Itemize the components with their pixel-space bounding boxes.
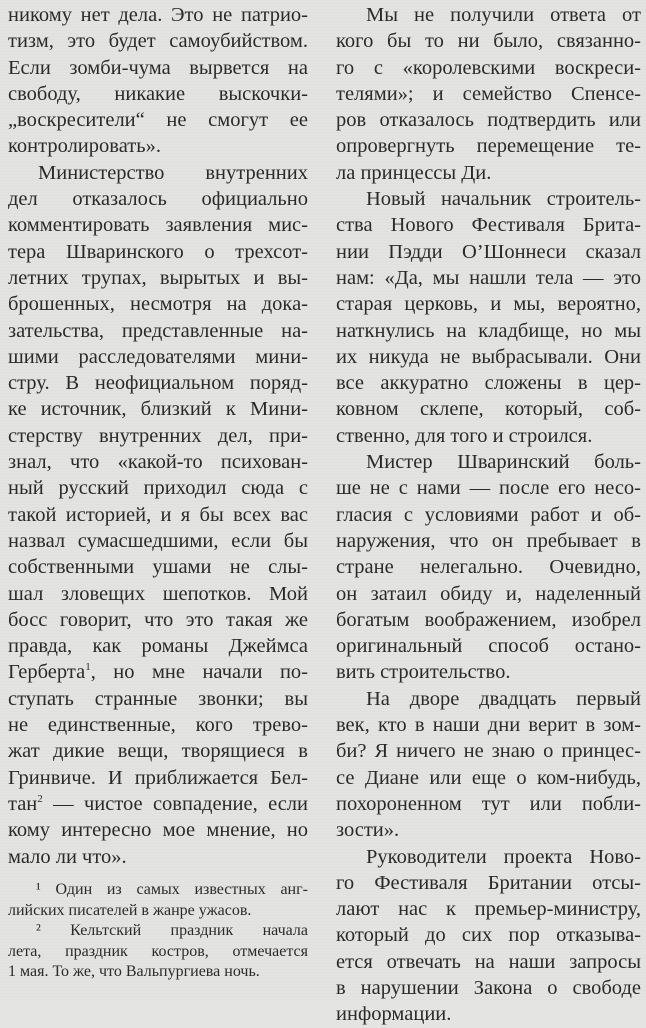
line-text: Мистер Шваринский боль- xyxy=(366,451,641,474)
line-text: ный русский приходил сюда с xyxy=(8,477,308,500)
line-text: ше не с нами — после его несо- xyxy=(336,477,641,500)
right-column-line xyxy=(336,2,641,28)
left-column-line xyxy=(8,28,308,54)
right-column-line xyxy=(336,975,641,1001)
left-column-line xyxy=(8,712,308,738)
right-column-line xyxy=(336,107,641,133)
right-column-line xyxy=(336,738,641,764)
left-column-line xyxy=(8,581,308,607)
line-text: не единственные, кого трево- xyxy=(8,714,308,737)
line-text: ке источник, близкий к Мини- xyxy=(8,398,308,421)
line-text: свободу, никакие выскочки- xyxy=(8,82,308,105)
right-column-line xyxy=(336,791,641,817)
footnote-2 xyxy=(8,921,308,983)
line-text: кого бы то ни было, связанно- xyxy=(336,30,641,53)
footnote-1 xyxy=(8,880,308,921)
line-text: го с «королевскими воскреси- xyxy=(336,56,641,79)
footnote-marker: 2 xyxy=(37,792,43,805)
line-text: похороненном тут или побли- xyxy=(336,792,641,815)
right-column-line xyxy=(336,344,641,370)
line-text: информации. xyxy=(336,1003,452,1026)
line-text: контролировать». xyxy=(8,135,161,158)
right-column-line xyxy=(336,554,641,580)
line-text: ковном склепе, который, соб- xyxy=(336,398,641,421)
line-text: опровергнуть перемещение те- xyxy=(336,135,641,158)
line-text: нам: «Да, мы нашли тела — это xyxy=(336,266,641,289)
left-column-line xyxy=(8,449,308,475)
footnote-line xyxy=(8,880,308,901)
left-column-line xyxy=(8,817,308,843)
left-column-line xyxy=(8,791,308,817)
line-text: Новый начальник строитель- xyxy=(366,188,641,211)
right-column-line xyxy=(336,212,641,238)
right-column-line xyxy=(336,423,641,449)
left-column-line xyxy=(8,344,308,370)
right-column-line xyxy=(336,475,641,501)
left-column-line xyxy=(8,81,308,107)
line-text: нии Пэдди О’Шоннеси сказал xyxy=(336,240,641,263)
line-text: правда, как романы Джеймса xyxy=(8,635,308,658)
line-text: ла принцессы Ди. xyxy=(336,161,492,184)
left-column-line xyxy=(8,475,308,501)
line-text: стране нелегально. Очевидно, xyxy=(336,556,641,579)
line-text: кому интересно мое мнение, но xyxy=(8,819,308,842)
line-text: наружения, что он пребывает в xyxy=(336,529,641,552)
line-text: телями»; и семейство Спенсе- xyxy=(336,82,641,105)
line-text: который до сих пор отказыва- xyxy=(336,924,641,947)
line-text: их никуда не выбрасывали. Они xyxy=(336,345,641,368)
left-column-line xyxy=(8,528,308,554)
line-text: шал зловещих шепотков. Мой xyxy=(8,582,308,605)
line-text: он затаил обиду и, наделенный xyxy=(336,582,641,605)
line-text: гласия с условиями работ и об- xyxy=(336,503,641,526)
left-column-line xyxy=(8,239,308,265)
right-column-line xyxy=(336,581,641,607)
right-column-line xyxy=(336,896,641,922)
left-column-line xyxy=(8,738,308,764)
footnote-line xyxy=(8,942,308,963)
left-column-line xyxy=(8,186,308,212)
footnote-line xyxy=(8,901,308,922)
line-text: Гринвиче. И приближается Бел- xyxy=(8,766,308,789)
right-column-line xyxy=(336,765,641,791)
right-column-line xyxy=(336,318,641,344)
left-column-line xyxy=(8,607,308,633)
left-column-line xyxy=(8,107,308,133)
line-text: в нарушении Закона о свободе xyxy=(336,976,641,999)
line-text: стерству внутренних дел, при- xyxy=(8,424,308,447)
left-column-line xyxy=(8,554,308,580)
line-text: лета, праздник костров, отмечается xyxy=(8,942,308,960)
line-text: се Диане или еще о ком-нибудь, xyxy=(336,766,641,789)
line-text: оригинальный способ остано- xyxy=(336,635,641,658)
right-column-line xyxy=(336,160,641,186)
right-column-line xyxy=(336,659,641,685)
left-column-line xyxy=(8,133,308,159)
line-text: ров отказалось подтвердить или xyxy=(336,109,641,132)
line-text: лают нас к премьер-министру, xyxy=(336,898,641,921)
left-column-line xyxy=(8,291,308,317)
line-text: собственными ушами не слы- xyxy=(8,556,308,579)
line-text: Руководители проекта Ново- xyxy=(366,845,641,868)
line-text: знал, что «какой-то психован- xyxy=(8,451,308,474)
left-column-line xyxy=(8,2,308,28)
line-text: летних трупах, вырытых и вы- xyxy=(8,266,308,289)
line-text: все аккуратно сложены в цер- xyxy=(336,372,641,395)
line-text: зости». xyxy=(336,819,400,842)
left-column-line xyxy=(8,502,308,528)
left-column-line xyxy=(8,212,308,238)
right-column-line xyxy=(336,265,641,291)
line-text: ется отвечать на наши запросы xyxy=(336,950,641,973)
line-text: ² Кельтский праздник начала xyxy=(36,922,308,939)
right-column-line xyxy=(336,370,641,396)
right-column-line xyxy=(336,686,641,712)
right-column-line xyxy=(336,922,641,948)
right-column-line xyxy=(336,1001,641,1027)
line-text-after: — чистое совпадение, если xyxy=(42,792,308,815)
line-text: 1 мая. То же, что Вальпургиева ночь. xyxy=(8,963,260,980)
line-text: зательства, представленные на- xyxy=(8,319,308,342)
line-text: тизм, это будет самоубийством. xyxy=(8,30,308,53)
left-column-line xyxy=(8,765,308,791)
right-column-line xyxy=(336,55,641,81)
line-text: комментировать заявления мис- xyxy=(8,214,308,237)
line-text: На дворе двадцать первый xyxy=(366,687,641,710)
footnote-marker: 1 xyxy=(85,661,91,674)
line-text: век, кто в наши дни верит в зом- xyxy=(336,714,641,737)
right-column-line xyxy=(336,28,641,54)
left-column-line xyxy=(8,396,308,422)
line-text: тан xyxy=(8,792,38,815)
right-text-column xyxy=(336,2,641,1028)
left-column-line xyxy=(8,686,308,712)
left-column-line xyxy=(8,160,308,186)
left-column-line xyxy=(8,659,308,685)
line-text: ступать странные звонки; вы xyxy=(8,687,308,710)
right-column-line xyxy=(336,817,641,843)
line-text: мало ли что». xyxy=(8,845,127,868)
line-text: лийских писателей в жанре ужасов. xyxy=(8,901,252,919)
line-text: такой историей, и я бы всех вас xyxy=(8,503,308,526)
line-text-after: , но мне начали по- xyxy=(90,661,308,684)
right-column-line xyxy=(336,239,641,265)
left-column-line xyxy=(8,423,308,449)
right-column-line xyxy=(336,844,641,870)
line-text: вить строительство. xyxy=(336,661,511,684)
right-column-line xyxy=(336,528,641,554)
line-text: ¹ Один из самых известных анг- xyxy=(36,881,308,898)
line-text: го Фестиваля Британии отсы- xyxy=(336,871,641,894)
line-text: брошенных, несмотря на дока- xyxy=(8,293,308,316)
line-text: би? Я ничего не знаю о принцес- xyxy=(336,740,641,763)
right-column-line xyxy=(336,291,641,317)
right-column-line xyxy=(336,949,641,975)
right-column-line xyxy=(336,449,641,475)
line-text: Министерство внутренних xyxy=(38,161,308,184)
right-column-line xyxy=(336,81,641,107)
left-column-line xyxy=(8,265,308,291)
line-text: богатым воображением, изобрел xyxy=(336,608,641,631)
right-column-line xyxy=(336,186,641,212)
line-text: ства Нового Фестиваля Брита- xyxy=(336,214,641,237)
right-column-line xyxy=(336,607,641,633)
line-text: старая церковь, и мы, вероятно, xyxy=(336,293,641,316)
right-column-line xyxy=(336,633,641,659)
line-text: никому нет дела. Это не патрио- xyxy=(8,4,308,26)
footnote-line xyxy=(8,962,308,983)
line-text: назвал сумасшедшими, если бы xyxy=(8,529,308,552)
line-text: тера Шваринского о трехсот- xyxy=(8,240,308,263)
line-text: Герберта xyxy=(8,661,86,684)
left-column-line xyxy=(8,844,308,870)
line-text: наткнулись на кладбище, но мы xyxy=(336,319,641,342)
footnotes xyxy=(8,880,308,983)
line-text: жат дикие вещи, творящиеся в xyxy=(8,740,308,763)
line-text: стру. В неофициальном поряд- xyxy=(8,372,308,395)
left-column-line xyxy=(8,55,308,81)
left-text-column xyxy=(8,2,308,870)
right-column-line xyxy=(336,396,641,422)
line-text: шими расследователями мини- xyxy=(8,345,308,368)
right-column-line xyxy=(336,133,641,159)
right-column-line xyxy=(336,712,641,738)
line-text: ственно, для того и строился. xyxy=(336,424,593,447)
line-text: „воскресители“ не смогут ее xyxy=(8,109,308,132)
line-text: Мы не получили ответа от xyxy=(366,4,641,26)
left-column-line xyxy=(8,370,308,396)
line-text: босс говорит, что это такая же xyxy=(8,608,308,631)
line-text: дел отказалось официально xyxy=(8,188,308,211)
right-column-line xyxy=(336,870,641,896)
left-column-line xyxy=(8,318,308,344)
left-column-line xyxy=(8,633,308,659)
line-text: Если зомби-чума вырвется на xyxy=(8,56,308,79)
right-column-line xyxy=(336,502,641,528)
footnote-line xyxy=(8,921,308,942)
